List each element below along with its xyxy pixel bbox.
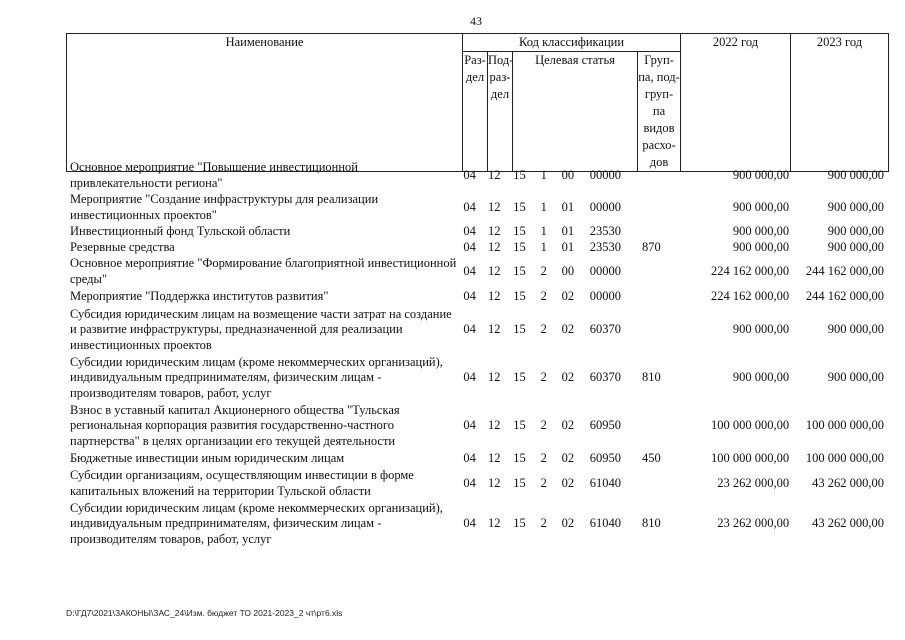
- table-row: [66, 500, 888, 548]
- row-podrazdel: 12: [488, 240, 501, 255]
- row-event: 01: [561, 200, 575, 215]
- table-row: [66, 240, 888, 256]
- header-vid: Груп- па, под- груп- па видов расхо- дов: [638, 52, 681, 172]
- row-direction: 00000: [589, 200, 622, 215]
- row-program: 15: [513, 370, 526, 385]
- table-row: [66, 160, 888, 192]
- header-razdel: Раз- дел: [463, 52, 488, 172]
- row-podrazdel: 12: [488, 264, 501, 279]
- row-amount-2023: 43 262 000,00: [812, 476, 885, 491]
- table-row: [66, 468, 888, 500]
- row-razdel: 04: [463, 200, 476, 215]
- row-amount-2023: 900 000,00: [827, 240, 885, 255]
- row-amount-2023: 900 000,00: [827, 168, 885, 183]
- row-podrazdel: 12: [488, 418, 501, 433]
- row-vid: 870: [641, 240, 661, 255]
- row-program: 15: [513, 418, 526, 433]
- row-razdel: 04: [463, 224, 476, 239]
- row-program: 15: [513, 289, 526, 304]
- row-direction: 61040: [589, 476, 622, 491]
- row-direction: 60370: [589, 370, 622, 385]
- row-amount-2022: 100 000 000,00: [711, 418, 790, 433]
- row-vid: 810: [641, 516, 661, 531]
- row-subprogram: 2: [540, 322, 547, 337]
- row-amount-2022: 23 262 000,00: [717, 476, 790, 491]
- table-row: [66, 354, 888, 402]
- row-event: 02: [561, 370, 575, 385]
- row-razdel: 04: [463, 168, 476, 183]
- row-razdel: 04: [463, 264, 476, 279]
- row-subprogram: 1: [540, 168, 547, 183]
- row-amount-2022: 900 000,00: [732, 322, 790, 337]
- row-razdel: 04: [463, 476, 476, 491]
- table-row: [66, 192, 888, 224]
- row-event: 02: [561, 322, 575, 337]
- row-event: 02: [561, 476, 575, 491]
- row-direction: 60370: [589, 322, 622, 337]
- row-event: 01: [561, 240, 575, 255]
- row-amount-2023: 100 000 000,00: [805, 451, 885, 466]
- page-number: 43: [470, 14, 482, 28]
- row-vid: 450: [641, 451, 661, 466]
- row-subprogram: 1: [540, 200, 547, 215]
- row-direction: 60950: [589, 418, 622, 433]
- row-direction: 00000: [589, 264, 622, 279]
- row-amount-2023: 900 000,00: [827, 224, 885, 239]
- header-name: Наименование: [67, 34, 463, 172]
- row-amount-2022: 900 000,00: [732, 168, 790, 183]
- row-podrazdel: 12: [488, 476, 501, 491]
- row-subprogram: 2: [540, 264, 547, 279]
- row-program: 15: [513, 168, 526, 183]
- table-row: [66, 288, 888, 306]
- row-program: 15: [513, 516, 526, 531]
- row-event: 02: [561, 451, 575, 466]
- row-podrazdel: 12: [488, 451, 501, 466]
- row-program: 15: [513, 451, 526, 466]
- row-subprogram: 2: [540, 516, 547, 531]
- row-name: Субсидии юридическим лицам (кроме некоммерческих организаций), индивидуальным предпринимателям, физическим лицам - производителям товаров, работ, услуг: [70, 354, 443, 400]
- row-event: 00: [561, 168, 575, 183]
- row-name: Резервные средства: [70, 240, 175, 255]
- row-subprogram: 1: [540, 224, 547, 239]
- row-name: Бюджетные инвестиции иным юридическим лицам: [70, 451, 345, 466]
- row-event: 00: [561, 264, 575, 279]
- row-amount-2023: 244 162 000,00: [805, 264, 885, 279]
- row-event: 01: [561, 224, 575, 239]
- row-name: Взнос в уставный капитал Акционерного общества "Тульская региональная корпорация развития государственно-частного партнерства" в целях организации его текущей деятельности: [70, 402, 400, 448]
- row-program: 15: [513, 322, 526, 337]
- row-podrazdel: 12: [488, 370, 501, 385]
- row-razdel: 04: [463, 516, 476, 531]
- row-program: 15: [513, 224, 526, 239]
- row-name: Мероприятие "Создание инфраструктуры для реализации инвестиционных проектов": [70, 192, 379, 222]
- row-podrazdel: 12: [488, 289, 501, 304]
- row-name: Основное мероприятие "Формирование благоприятной инвестиционной среды": [70, 256, 457, 286]
- header-year-2023: 2023 год: [791, 34, 889, 172]
- row-program: 15: [513, 476, 526, 491]
- row-subprogram: 2: [540, 451, 547, 466]
- row-podrazdel: 12: [488, 168, 501, 183]
- row-razdel: 04: [463, 322, 476, 337]
- table-header: [66, 33, 889, 172]
- table-body: [66, 160, 888, 548]
- row-subprogram: 1: [540, 240, 547, 255]
- row-program: 15: [513, 264, 526, 279]
- row-amount-2022: 900 000,00: [732, 224, 790, 239]
- row-amount-2023: 100 000 000,00: [805, 418, 885, 433]
- table-row: [66, 224, 888, 240]
- table-row: [66, 306, 888, 354]
- row-amount-2022: 900 000,00: [732, 370, 790, 385]
- row-amount-2023: 43 262 000,00: [812, 516, 885, 531]
- row-direction: 61040: [589, 516, 622, 531]
- row-direction: 00000: [589, 168, 622, 183]
- row-podrazdel: 12: [488, 200, 501, 215]
- row-direction: 23530: [589, 240, 622, 255]
- table-row: [66, 402, 888, 450]
- table-row: [66, 450, 888, 468]
- row-direction: 60950: [589, 451, 622, 466]
- row-subprogram: 2: [540, 476, 547, 491]
- row-program: 15: [513, 200, 526, 215]
- row-direction: 23530: [589, 224, 622, 239]
- header-target-article: Целевая статья: [513, 52, 638, 172]
- row-podrazdel: 12: [488, 224, 501, 239]
- row-program: 15: [513, 240, 526, 255]
- row-razdel: 04: [463, 418, 476, 433]
- header-year-2022: 2022 год: [681, 34, 791, 172]
- row-amount-2022: 900 000,00: [732, 200, 790, 215]
- table-row: [66, 256, 888, 288]
- row-razdel: 04: [463, 289, 476, 304]
- row-subprogram: 2: [540, 289, 547, 304]
- row-name: Основное мероприятие "Повышение инвестиционной привлекательности региона": [70, 160, 358, 190]
- row-event: 02: [561, 516, 575, 531]
- row-amount-2023: 900 000,00: [827, 322, 885, 337]
- row-podrazdel: 12: [488, 322, 501, 337]
- row-amount-2022: 100 000 000,00: [711, 451, 790, 466]
- row-name: Субсидии юридическим лицам (кроме некоммерческих организаций), индивидуальным предпринимателям, физическим лицам - производителям товаров, работ, услуг: [70, 500, 443, 546]
- row-amount-2022: 224 162 000,00: [711, 289, 790, 304]
- row-razdel: 04: [463, 370, 476, 385]
- row-razdel: 04: [463, 451, 476, 466]
- row-amount-2022: 224 162 000,00: [711, 264, 790, 279]
- row-name: Субсидия юридическим лицам на возмещение части затрат на создание и развитие инфраструктуры, предназначенной для реализации инвестиционных проектов: [70, 306, 452, 352]
- row-amount-2022: 23 262 000,00: [717, 516, 790, 531]
- row-amount-2023: 244 162 000,00: [805, 289, 885, 304]
- row-amount-2023: 900 000,00: [827, 370, 885, 385]
- row-event: 02: [561, 289, 575, 304]
- row-event: 02: [561, 418, 575, 433]
- row-name: Субсидии организациям, осуществляющим инвестиции в форме капитальных вложений на территории Тульской области: [70, 468, 414, 498]
- row-name: Инвестиционный фонд Тульской области: [70, 224, 291, 239]
- row-amount-2023: 900 000,00: [827, 200, 885, 215]
- row-direction: 00000: [589, 289, 622, 304]
- row-razdel: 04: [463, 240, 476, 255]
- header-podrazdel: Под- раз- дел: [488, 52, 513, 172]
- row-podrazdel: 12: [488, 516, 501, 531]
- row-name: Мероприятие "Поддержка институтов развития": [70, 289, 329, 304]
- row-subprogram: 2: [540, 370, 547, 385]
- header-code-group: Код классификации: [463, 34, 681, 52]
- row-vid: 810: [641, 370, 661, 385]
- row-subprogram: 2: [540, 418, 547, 433]
- file-path-footer: D:\ГД7\2021\ЗАКОНЫ\ЗАС_24\Изм. бюджет ТО 2021-2023_2 чт\рт6.xls: [66, 608, 343, 618]
- row-amount-2022: 900 000,00: [732, 240, 790, 255]
